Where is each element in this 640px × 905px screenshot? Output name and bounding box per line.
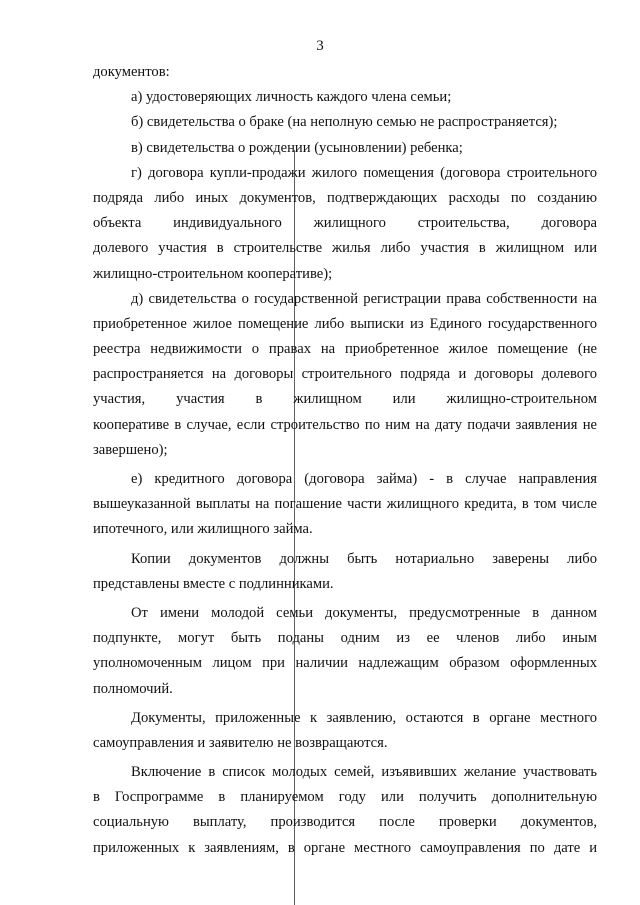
text-line: распространяется на договоры строительного подряда и договоры долевого xyxy=(93,366,597,383)
text-line: объекта индивидуального жилищного строительства, договора xyxy=(93,215,597,232)
text-line: Копии документов должны быть нотариально заверены либо xyxy=(131,550,597,567)
text-line: а) удостоверяющих личность каждого члена семьи; xyxy=(131,89,452,106)
text-line: вышеуказанной выплаты на погашение части жилищного кредита, в том числе xyxy=(93,496,597,513)
text-line: документов: xyxy=(93,64,170,80)
text-line: представлены вместе с подлинниками. xyxy=(93,575,334,592)
text-line: Включение в список молодых семей, изъявивших желание участвовать xyxy=(131,764,597,781)
document-body xyxy=(93,60,597,861)
text-line: социальную выплату, производится после проверки документов, xyxy=(93,814,597,831)
text-line: От имени молодой семьи документы, предусмотренные в данном xyxy=(131,604,597,621)
text-line: жилищно-строительном кооперативе); xyxy=(93,265,333,282)
text-line: г) договора купли-продажи жилого помещения (договора строительного xyxy=(131,164,597,181)
text-line: приобретенное жилое помещение либо выписки из Единого государственного xyxy=(93,315,597,332)
text-line: д) свидетельства о государственной регистрации права собственности на xyxy=(131,290,597,307)
text-line: реестра недвижимости о правах на приобретенное жилое помещение (не xyxy=(93,341,597,358)
text-line: в) свидетельства о рождении (усыновлении) ребенка; xyxy=(131,139,463,156)
text-line: кооперативе в случае, если строительство по ним на дату подачи заявления не xyxy=(93,416,597,433)
text-line: долевого участия в строительстве жилья либо участия в жилищном или xyxy=(93,240,597,257)
text-line: Документы, приложенные к заявлению, остаются в органе местного xyxy=(131,709,597,726)
text-line: ипотечного, или жилищного займа. xyxy=(93,521,313,538)
text-line: подряда либо иных документов, подтверждающих расходы по созданию xyxy=(93,189,597,206)
text-line: самоуправления и заявителю не возвращаются. xyxy=(93,734,388,751)
text-line: подпункте, могут быть поданы одним из ее членов либо иным xyxy=(93,630,597,647)
text-line: уполномоченным лицом при наличии надлежащим образом оформленных xyxy=(93,655,597,672)
text-line: завершено); xyxy=(93,441,168,458)
text-line: в Госпрограмме в планируемом году или получить дополнительную xyxy=(93,789,597,806)
text-line: е) кредитного договора (договора займа) - в случае направления xyxy=(131,471,597,487)
page-number: 3 xyxy=(316,38,324,54)
text-line: приложенных к заявлениям, в органе местного самоуправления по дате и xyxy=(93,839,597,856)
text-line: полномочий. xyxy=(93,680,173,697)
text-line: б) свидетельства о браке (на неполную семью не распространяется); xyxy=(131,114,558,131)
text-line: участия, участия в жилищном или жилищно-строительном xyxy=(93,391,597,408)
